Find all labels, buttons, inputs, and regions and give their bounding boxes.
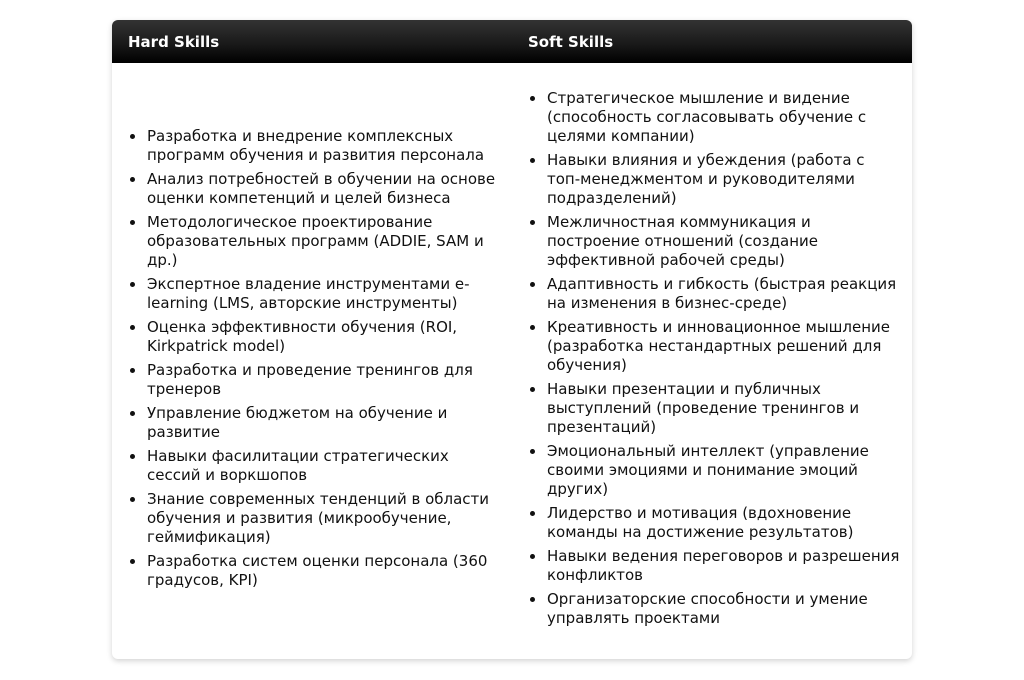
list-item: Эмоциональный интеллект (управление своими эмоциями и понимание эмоций других) — [547, 442, 902, 499]
soft-skills-list — [512, 89, 902, 633]
hard-skills-heading: Hard Skills — [128, 32, 220, 51]
hard-skills-column — [112, 63, 512, 659]
list-item: Креативность и инновационное мышление (разработка нестандартных решений для обучения) — [547, 318, 902, 375]
list-item: Межличностная коммуникация и построение отношений (создание эффективной рабочей среды) — [547, 213, 902, 270]
list-item: Навыки ведения переговоров и разрешения конфликтов — [547, 547, 902, 585]
list-item: Анализ потребностей в обучении на основе оценки компетенций и целей бизнеса — [147, 170, 502, 208]
list-item: Экспертное владение инструментами e-learning (LMS, авторские инструменты) — [147, 275, 502, 313]
list-item: Управление бюджетом на обучение и развитие — [147, 404, 502, 442]
soft-skills-column — [512, 63, 912, 659]
list-item: Адаптивность и гибкость (быстрая реакция на изменения в бизнес-среде) — [547, 275, 902, 313]
table-body — [112, 63, 912, 659]
list-item: Навыки презентации и публичных выступлений (проведение тренингов и презентаций) — [547, 380, 902, 437]
list-item: Разработка и проведение тренингов для тренеров — [147, 361, 502, 399]
skills-table — [112, 20, 912, 659]
list-item: Навыки фасилитации стратегических сессий и воркшопов — [147, 447, 502, 485]
list-item: Разработка систем оценки персонала (360 градусов, KPI) — [147, 552, 502, 590]
soft-skills-heading: Soft Skills — [528, 32, 614, 51]
list-item: Методологическое проектирование образовательных программ (ADDIE, SAM и др.) — [147, 213, 502, 270]
list-item: Организаторские способности и умение управлять проектами — [547, 590, 902, 628]
list-item: Стратегическое мышление и видение (способность согласовывать обучение с целями компании) — [547, 89, 902, 146]
list-item: Разработка и внедрение комплексных программ обучения и развития персонала — [147, 127, 502, 165]
list-item: Навыки влияния и убеждения (работа с топ-менеджментом и руководителями подразделений) — [547, 151, 902, 208]
list-item: Лидерство и мотивация (вдохновение команды на достижение результатов) — [547, 504, 902, 542]
hard-skills-list — [112, 127, 502, 595]
list-item: Знание современных тенденций в области обучения и развития (микрообучение, геймификация) — [147, 490, 502, 547]
table-header — [112, 20, 912, 63]
list-item: Оценка эффективности обучения (ROI, Kirkpatrick model) — [147, 318, 502, 356]
